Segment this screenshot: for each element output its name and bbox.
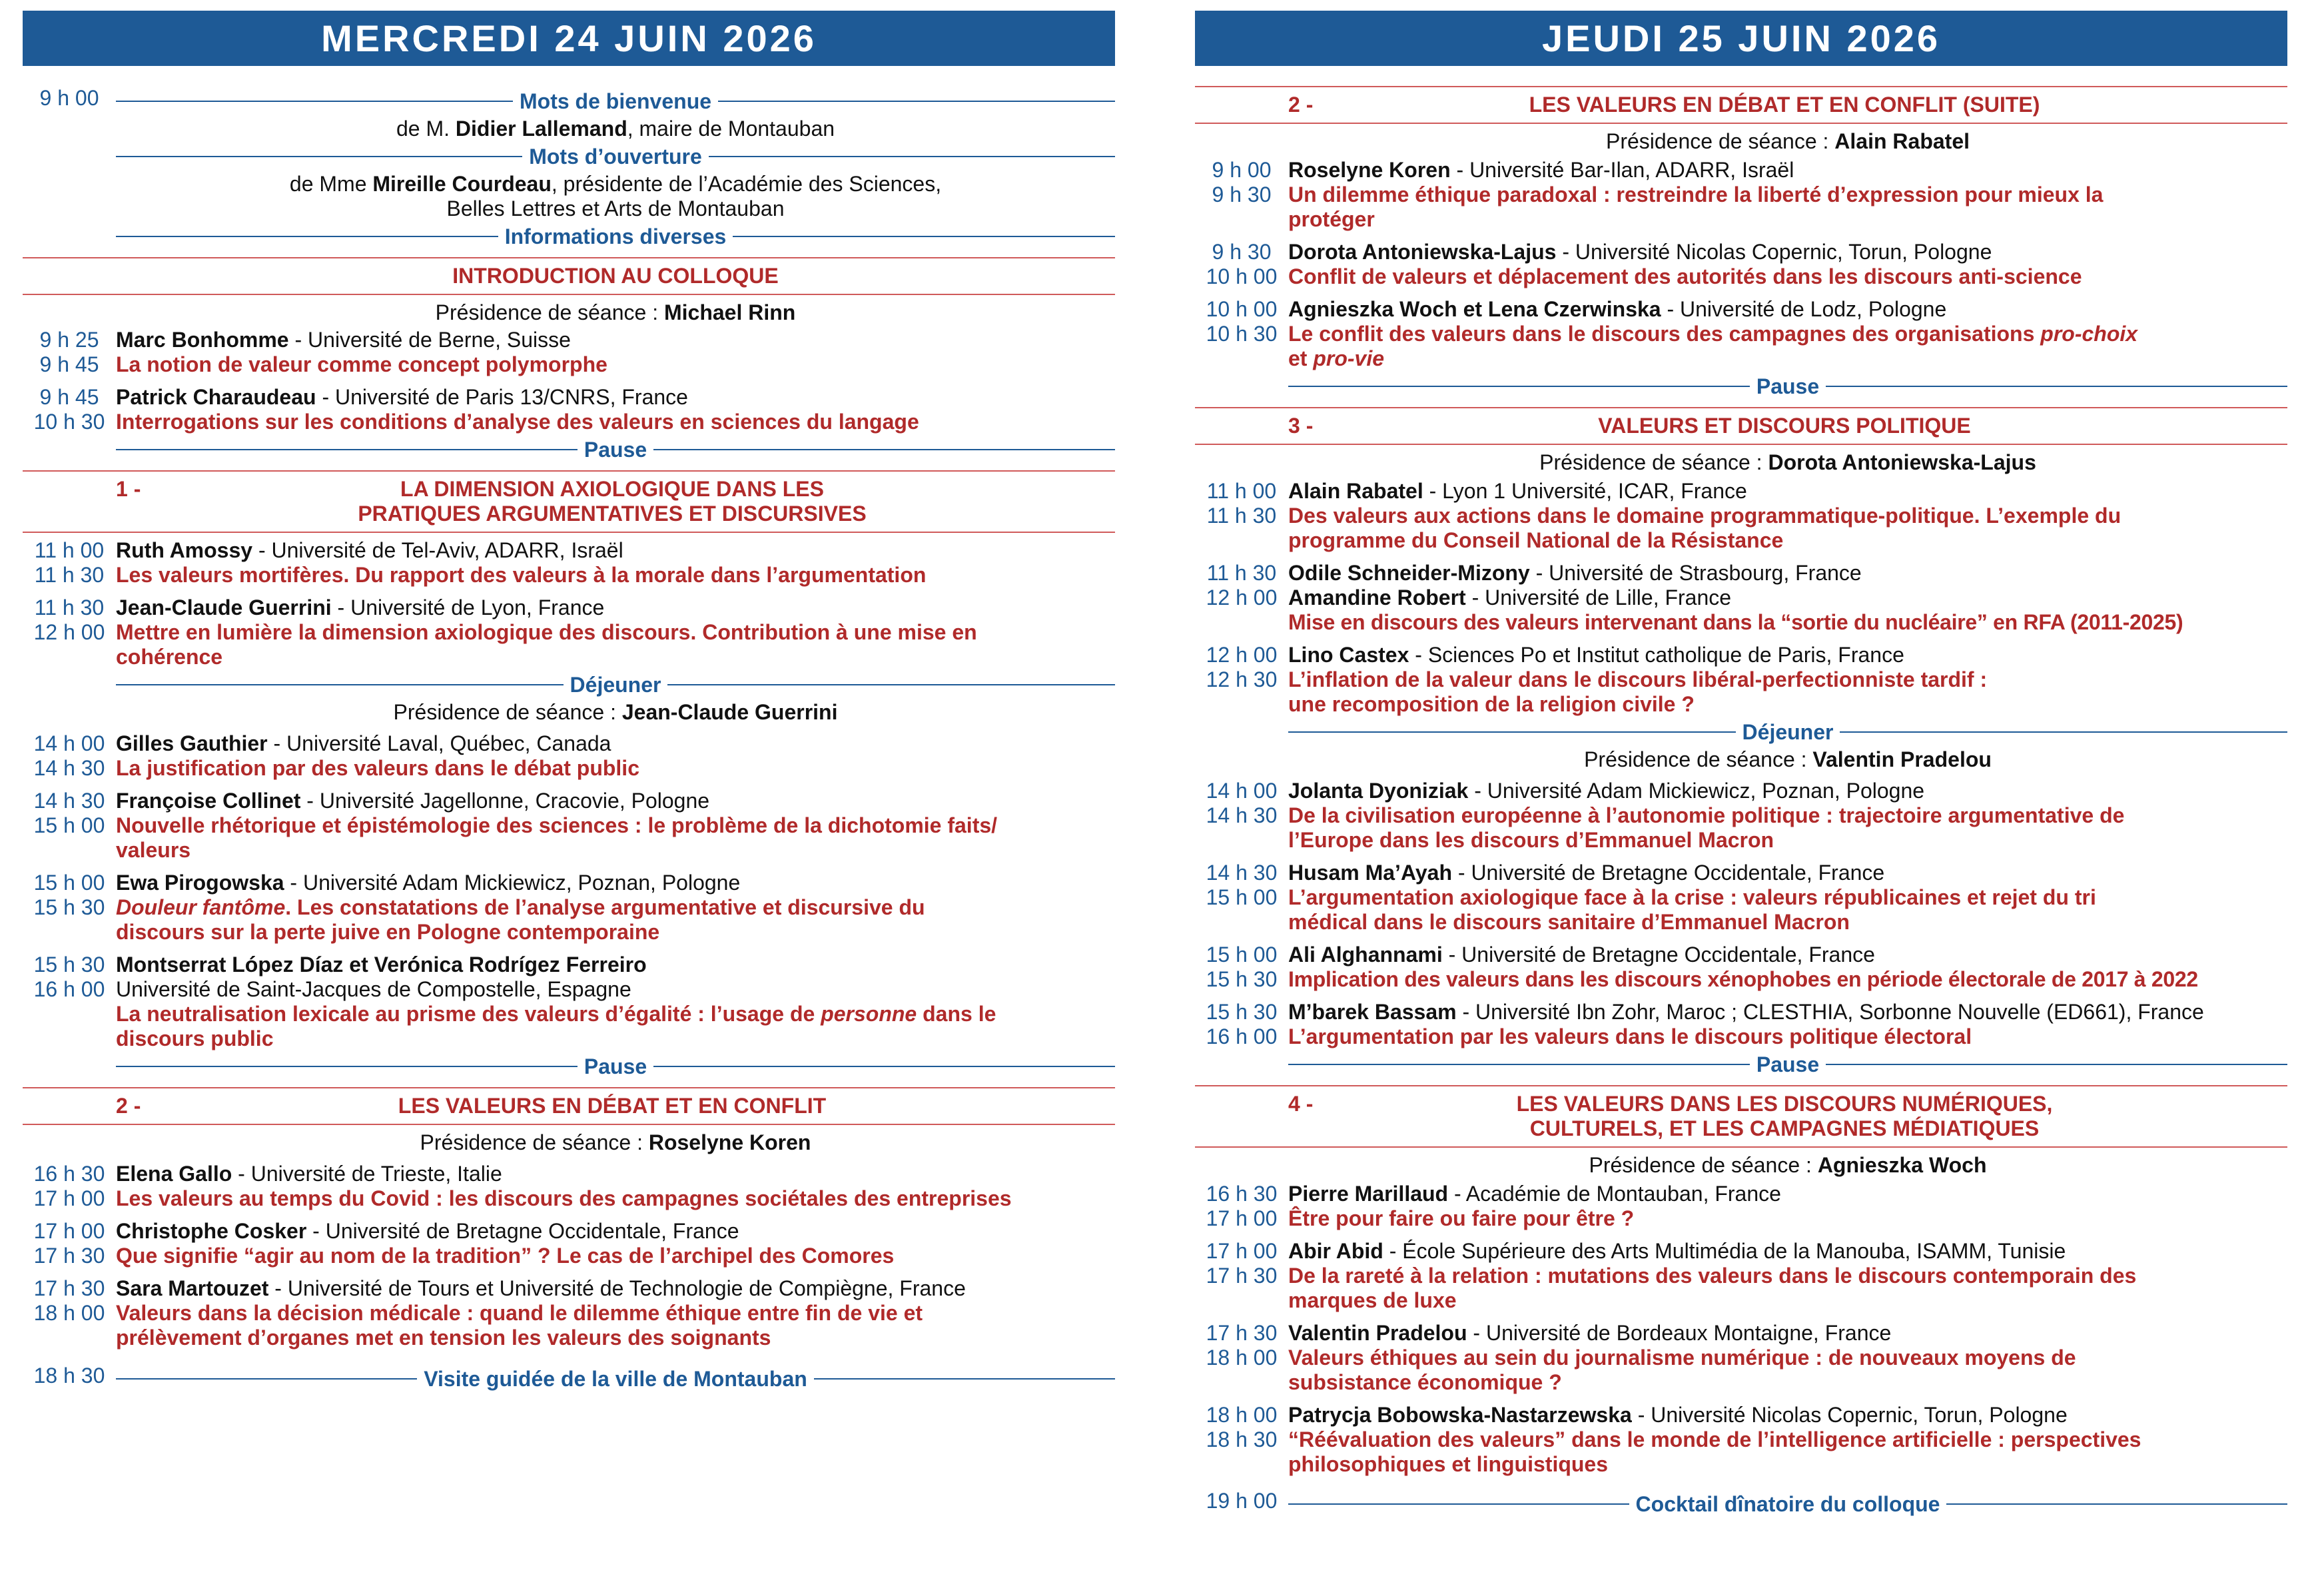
talk-title: Que signifie “agir au nom de la tradition” ? Le cas de l’archipel des Comores (116, 1244, 895, 1268)
talk-speaker: Christophe Cosker - Université de Bretagne Occidentale, France (116, 1219, 739, 1243)
talk-speaker: Husam Ma’Ayah - Université de Bretagne Occidentale, France (1288, 861, 1885, 885)
talk-speaker: Marc Bonhomme - Université de Berne, Suisse (116, 328, 571, 352)
talk-title: L’inflation de la valeur dans le discours libéral-perfectionniste tardif : une recomposition de la religion civile ? (1288, 667, 1988, 716)
talk-title: Douleur fantôme. Les constatations de l’analyse argumentative et discursive du discours sur la perte juive en Pologne contemporaine (116, 895, 925, 944)
talk-title: Les valeurs mortifères. Du rapport des valeurs à la morale dans l’argumentation (116, 563, 927, 587)
lunch-presidence: Présidence de séance : Jean-Claude Guerrini (393, 700, 838, 724)
info-label: Informations diverses (504, 224, 727, 248)
s4-presidence: Présidence de séance : Agnieszka Woch (1589, 1153, 1987, 1177)
session1-title: LA DIMENSION AXIOLOGIQUE DANS LES PRATIQUES ARGUMENTATIVES ET DISCURSIVES (358, 477, 867, 526)
talk-speaker: Amandine Robert - Université de Lille, France (1288, 586, 1732, 609)
talk-speaker: Lino Castex - Sciences Po et Institut catholique de Paris, France (1288, 643, 1904, 667)
pause-label: Pause (583, 1054, 647, 1078)
lunch-presidence: Présidence de séance : Valentin Pradelou (1584, 747, 1992, 771)
talk-title: Un dilemme éthique paradoxal : restreindre la liberté d’expression pour mieux la protéger (1288, 183, 2104, 231)
talk-title: “Réévaluation des valeurs” dans le monde de l’intelligence artificielle : perspectives philosophiques et linguistiques (1288, 1427, 2141, 1476)
opening-label: Mots d’ouverture (529, 145, 702, 169)
talk-speaker: Roselyne Koren - Université Bar-Ilan, ADARR, Israël (1288, 158, 1794, 182)
welcome-label: Mots de bienvenue (519, 89, 712, 113)
talk-speaker: Ruth Amossy - Université de Tel-Aviv, ADARR, Israël (116, 538, 623, 562)
talk-speaker: Jean-Claude Guerrini - Université de Lyon, France (116, 596, 605, 619)
lunch-label: Déjeuner (1742, 720, 1834, 744)
talk-title: La neutralisation lexicale au prisme des valeurs d’égalité : l’usage de personne dans le discours public (116, 1002, 996, 1050)
talk-title: L’argumentation par les valeurs dans le discours politique électoral (1288, 1024, 1972, 1048)
cocktail-label: Cocktail dînatoire du colloque (1635, 1492, 1940, 1516)
welcome-line: de M. Didier Lallemand, maire de Montauban (396, 117, 835, 141)
talk-speaker: Françoise Collinet - Université Jagellonne, Cracovie, Pologne (116, 789, 710, 813)
talk-title: Des valeurs aux actions dans le domaine programmatique-politique. L’exemple du programme du Conseil National de la Résistance (1288, 504, 2122, 552)
talk-title: Conflit de valeurs et déplacement des autorités dans les discours anti-science (1288, 264, 2082, 288)
talk-speaker: Ali Alghannami - Université de Bretagne Occidentale, France (1288, 943, 1875, 967)
talk-title: Valeurs éthiques au sein du journalisme numérique : de nouveaux moyens de subsistance économique ? (1288, 1346, 2076, 1394)
talk-speaker: Odile Schneider-Mizony - Université de Strasbourg, France (1288, 561, 1862, 585)
talk-speaker: Abir Abid - École Supérieure des Arts Multimédia de la Manouba, ISAMM, Tunisie (1288, 1239, 2066, 1263)
talk-title: L’argumentation axiologique face à la crise : valeurs républicaines et rejet du tri médical dans le discours sanitaire d’Emmanuel Macron (1288, 885, 2096, 934)
talk-speaker: Alain Rabatel - Lyon 1 Université, ICAR, France (1288, 479, 1747, 503)
talk-speaker: M’barek Bassam - Université Ibn Zohr, Maroc ; CLESTHIA, Sorbonne Nouvelle (ED661), France (1288, 1000, 2204, 1024)
talk-title: La justification par des valeurs dans le débat public (116, 756, 639, 780)
talk-speaker: Elena Gallo - Université de Trieste, Italie (116, 1162, 502, 1186)
talk-title: De la civilisation européenne à l’autonomie politique : trajectoire argumentative de l’Europe dans les discours d’Emmanuel Macron (1288, 803, 2125, 852)
talk-title: Le conflit des valeurs dans le discours des campagnes des organisations pro-choix et pro-vie (1288, 322, 2138, 370)
opening-line-2: Belles Lettres et Arts de Montauban (446, 197, 785, 220)
talk-title: Les valeurs au temps du Covid : les discours des campagnes sociétales des entreprises (116, 1186, 1012, 1210)
talk-speaker: Valentin Pradelou - Université de Bordeaux Montaigne, France (1288, 1321, 1892, 1345)
talk-affiliation: Université de Saint-Jacques de Compostelle, Espagne (116, 977, 631, 1001)
talk-title: La notion de valeur comme concept polymorphe (116, 352, 607, 376)
talk-speaker: Gilles Gauthier - Université Laval, Québec, Canada (116, 731, 611, 755)
talk-speaker: Ewa Pirogowska - Université Adam Mickiewicz, Poznan, Pologne (116, 871, 741, 895)
pause-label: Pause (1756, 1052, 1820, 1076)
intro-presidence: Présidence de séance : Michael Rinn (435, 300, 796, 324)
s3-presidence: Présidence de séance : Dorota Antoniewska-Lajus (1539, 450, 2036, 474)
session2-title: LES VALEURS EN DÉBAT ET EN CONFLIT (398, 1094, 827, 1118)
s2-presidence: Présidence de séance : Alain Rabatel (1605, 129, 1970, 153)
talk-speaker: Montserrat López Díaz et Verónica Rodrígez Ferreiro (116, 953, 647, 977)
pause-label: Pause (1756, 374, 1820, 398)
session3-title: VALEURS ET DISCOURS POLITIQUE (1598, 414, 1971, 438)
talk-speaker: Pierre Marillaud - Académie de Montauban, France (1288, 1182, 1781, 1206)
talk-title: Interrogations sur les conditions d’analyse des valeurs en sciences du langage (116, 410, 919, 434)
talk-speaker: Patrick Charaudeau - Université de Paris 13/CNRS, France (116, 385, 688, 409)
talk-title: Implication des valeurs dans les discours xénophobes en période électorale de 2017 à 2022 (1288, 967, 2198, 991)
s2-presidence: Présidence de séance : Roselyne Koren (420, 1130, 811, 1154)
day1-header: MERCREDI 24 JUIN 2026 (23, 11, 1115, 66)
talk-title: Mise en discours des valeurs intervenant dans la “sortie du nucléaire” en RFA (2011-2025) (1288, 610, 2183, 634)
talk-speaker: Dorota Antoniewska-Lajus - Université Nicolas Copernic, Torun, Pologne (1288, 240, 1992, 264)
talk-title: Mettre en lumière la dimension axiologique des discours. Contribution à une mise en cohérence (116, 620, 977, 669)
talk-speaker: Agnieszka Woch et Lena Czerwinska - Université de Lodz, Pologne (1288, 297, 1947, 321)
day2-column: JEUDI 25 JUIN 2026 2 - LES VALEURS EN DÉBAT ET EN CONFLIT (SUITE) Présidence de séance : Alain Rabatel 9 h 00 Roselyne Koren - Université Bar-Ilan, ADARR, Israël 9 h 30 Un dilemme éthique paradoxal : restreindre la liberté d’expression pour mieux la protéger 9 h 30 Dorota Antoniewska-Lajus - Université Nicolas Copernic, Torun, Pologne 10 h 00 Conflit de valeurs et déplacement des autorités dans les discours anti-science 10 h 00 Agnieszka Woch et Lena Czerwinska - Université de Lodz, Pologne 10 h 30 Le conflit des valeurs dans le discours des campagnes des organisations pro-choix et pro-vie Pause 3 - VALEURS ET DISCOURS POLITIQUE Présidence de séance : Dorota Antoniewska-Lajus 11 h 00 Alain Rabatel - Lyon 1 Université, ICAR, France 11 h 30 Des valeurs aux actions dans le domaine programmatique-politique. L’exemple du programme du Conseil National de la Résistance 11 h 30 Odile Schneider-Mizony - Université de Strasbourg, France 12 h 00 Amandine Robert - Université de Lille, France Mise en discours des valeurs intervenant dans la “sortie du nucléaire” en RFA (2011-2025) 12 h 00 Lino Castex - Sciences Po et Institut catholique de Paris, France 12 h 30 L’inflation de la valeur dans le discours libéral-perfectionniste tardif : une recomposition de la religion civile ? Déjeuner Présidence de séance : Valentin Pradelou 14 h 00 Jolanta Dyoniziak - Université Adam Mickiewicz, Poznan, Pologne 14 h 30 De la civilisation européenne à l’autonomie politique : trajectoire argumentative de l’Europe dans les discours d’Emmanuel Macron 14 h 30 Husam Ma’Ayah - Université de Bretagne Occidentale, France 15 h 00 L’argumentation axiologique face à la crise : valeurs républicaines et rejet du tri médical dans le discours sanitaire d’Emmanuel Macron 15 h 00 Ali Alghannami - Université de Bretagne Occidentale, France 15 h 30 Implication des valeurs dans les discours xénophobes en période électorale de 2017 à 2022 15 h 30 M’barek Bassam - Université Ibn Zohr, Maroc ; CLESTHIA, Sorbonne Nouvelle (ED661), France 16 h 00 L’argumentation par les valeurs dans le discours politique électoral Pause 4 - LES VALEURS DANS LES DISCOURS NUMÉRIQUES, CULTURELS, ET LES CAMPAGNES MÉDIATIQUES Présidence de séance : Agnieszka Woch 16 h 30 Pierre Marillaud - Académie de Montauban, France 17 h 00 Être pour faire ou faire pour être ? 17 h 00 Abir Abid - École Supérieure des Arts Multimédia de la Manouba, ISAMM, Tunisie 17 h 30 De la rareté à la relation : mutations des valeurs dans le discours contemporain des marques de luxe 17 h 30 Valentin Pradelou - Université de Bordeaux Montaigne, France 18 h 00 Valeurs éthiques au sein du journalisme numérique : de nouveaux moyens de subsistance économique ? 18 h 00 Patrycja Bobowska-Nastarzewska - Université Nicolas Copernic, Torun, Pologne 18 h 30 “Réévaluation des valeurs” dans le monde de l’intelligence artificielle : perspectives philosophiques et linguistiques 19 h 00 Cocktail dînatoire du colloque (1195, 11, 2287, 1519)
talk-speaker: Sara Martouzet - Université de Tours et Université de Technologie de Compiègne, France (116, 1276, 966, 1300)
talk-title: Nouvelle rhétorique et épistémologie des sciences : le problème de la dichotomie faits/ valeurs (116, 813, 998, 862)
talk-title: Être pour faire ou faire pour être ? (1288, 1206, 1635, 1230)
opening-line: de Mme Mireille Courdeau, présidente de l’Académie des Sciences, (289, 172, 942, 196)
session2-suite-title: LES VALEURS EN DÉBAT ET EN CONFLIT (SUITE) (1529, 93, 2040, 117)
talk-speaker: Patrycja Bobowska-Nastarzewska - Université Nicolas Copernic, Torun, Pologne (1288, 1403, 2068, 1427)
lunch-label: Déjeuner (570, 673, 661, 697)
day2-header: JEUDI 25 JUIN 2026 (1195, 11, 2287, 66)
talk-speaker: Jolanta Dyoniziak - Université Adam Mickiewicz, Poznan, Pologne (1288, 779, 1925, 803)
talk-title: De la rareté à la relation : mutations des valeurs dans le discours contemporain des marques de luxe (1288, 1264, 2137, 1312)
welcome-time: 9 h 00 (39, 86, 99, 110)
pause-label: Pause (583, 438, 647, 462)
talk-title: Valeurs dans la décision médicale : quand le dilemme éthique entre fin de vie et prélèvement d’organes met en tension les valeurs des soignants (116, 1301, 923, 1350)
session4-title: LES VALEURS DANS LES DISCOURS NUMÉRIQUES, CULTURELS, ET LES CAMPAGNES MÉDIATIQUES (1516, 1092, 2053, 1140)
visit-label: Visite guidée de la ville de Montauban (424, 1367, 807, 1391)
intro-title: INTRODUCTION AU COLLOQUE (452, 264, 779, 288)
day1-column: MERCREDI 24 JUIN 2026 9 h 00 Mots de bienvenue de M. Didier Lallemand, maire de Montauban Mots d’ouverture de Mme Mireille Courdeau, présidente de l’Académie des Sciences, Belles Lettres et Arts de Montauban Informations diverses INTRODUCTION AU COLLOQUE Présidence de séance : Michael Rinn 9 h 25 Marc Bonhomme - Université de Berne, Suisse 9 h 45 La notion de valeur comme concept polymorphe 9 h 45 Patrick Charaudeau - Université de Paris 13/CNRS, France 10 h 30 Interrogations sur les conditions d’analyse des valeurs en sciences du langage Pause 1 - LA DIMENSION AXIOLOGIQUE DANS LES PRATIQUES ARGUMENTATIVES ET DISCURSIVES 11 h 00 Ruth Amossy - Université de Tel-Aviv, ADARR, Israël 11 h 30 Les valeurs mortifères. Du rapport des valeurs à la morale dans l’argumentation 11 h 30 Jean-Claude Guerrini - Université de Lyon, France 12 h 00 Mettre en lumière la dimension axiologique des discours. Contribution à une mise en cohérence Déjeuner Présidence de séance : Jean-Claude Guerrini 14 h 00 Gilles Gauthier - Université Laval, Québec, Canada 14 h 30 La justification par des valeurs dans le débat public 14 h 30 Françoise Collinet - Université Jagellonne, Cracovie, Pologne 15 h 00 Nouvelle rhétorique et épistémologie des sciences : le problème de la dichotomie faits/ valeurs 15 h 00 Ewa Pirogowska - Université Adam Mickiewicz, Poznan, Pologne 15 h 30 Douleur fantôme. Les constatations de l’analyse argumentative et discursive du discours sur la perte juive en Pologne contemporaine 15 h 30 Montserrat López Díaz et Verónica Rodrígez Ferreiro 16 h 00 Université de Saint-Jacques de Compostelle, Espagne La neutralisation lexicale au prisme des valeurs d’égalité : l’usage de personne dans le discours public Pause 2 - LES VALEURS EN DÉBAT ET EN CONFLIT Présidence de séance : Roselyne Koren 16 h 30 Elena Gallo - Université de Trieste, Italie 17 h 00 Les valeurs au temps du Covid : les discours des campagnes sociétales des entreprises 17 h 00 Christophe Cosker - Université de Bretagne Occidentale, France 17 h 30 Que signifie “agir au nom de la tradition” ? Le cas de l’archipel des Comores 17 h 30 Sara Martouzet - Université de Tours et Université de Technologie de Compiègne, France 18 h 00 Valeurs dans la décision médicale : quand le dilemme éthique entre fin de vie et prélèvement d’organes met en tension les valeurs des soignants 18 h 30 Visite guidée de la ville de Montauban (23, 11, 1115, 1394)
